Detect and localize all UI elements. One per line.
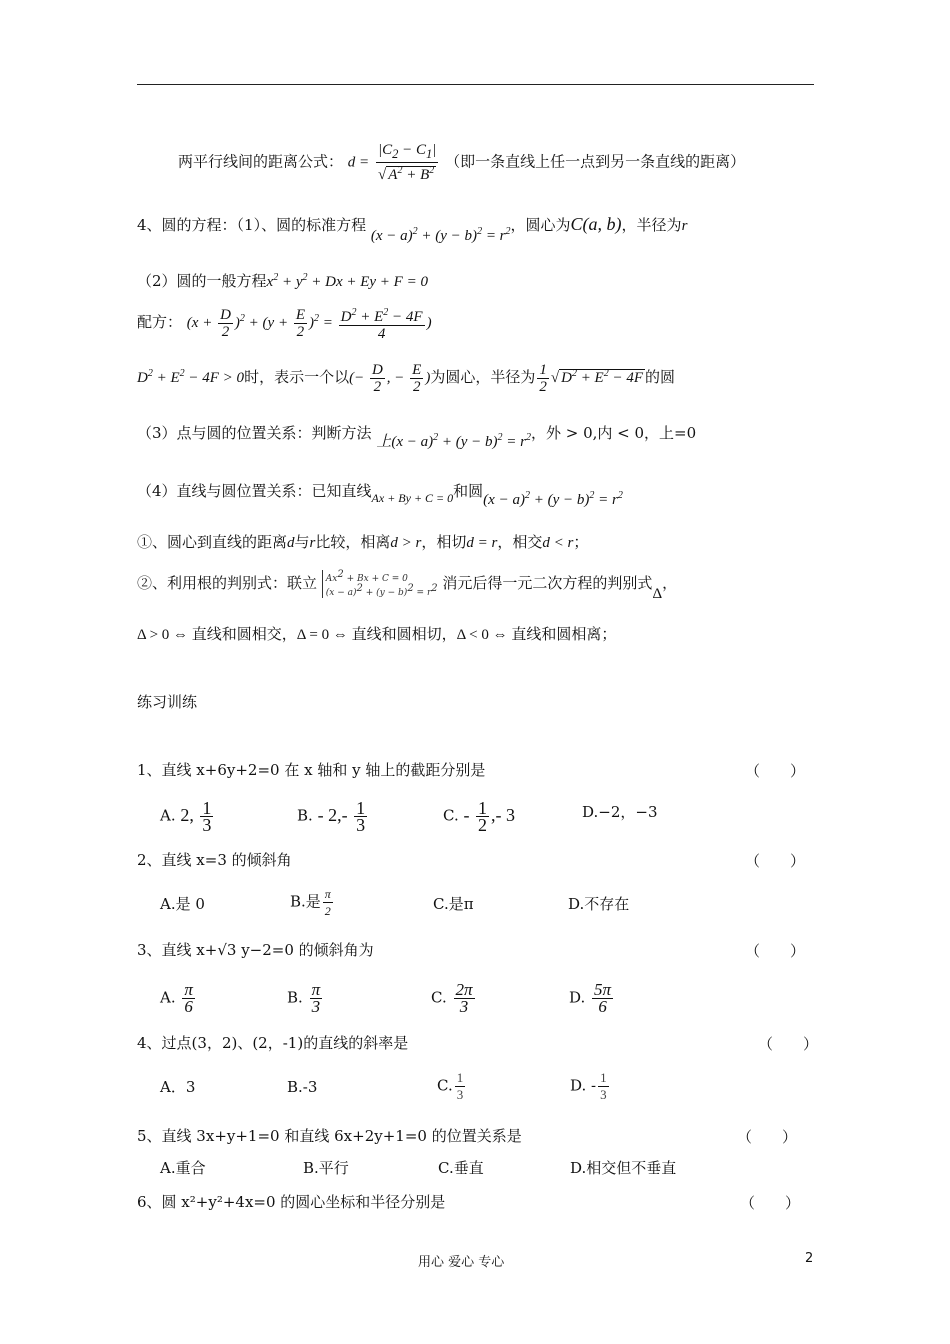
parallel-distance-line bbox=[178, 142, 745, 183]
q3-option-c-label: C. bbox=[431, 988, 447, 1007]
answer-paren-2: （ ） bbox=[745, 852, 806, 870]
q1-option-b: B. - 2,- $\frac{1}{3}$ bbox=[297, 798, 366, 835]
center-expr: C(a, b) bbox=[570, 214, 622, 234]
delta-eq: Δ = 0 ⇔ bbox=[296, 627, 352, 643]
header-rule bbox=[137, 84, 814, 85]
q3-option-c: C. $\frac{2\pi}{3}$ bbox=[431, 980, 473, 1016]
method1-line: ①、圆心到直线的距离d与r比较，相离d > r，相切d = r，相交d < r； bbox=[137, 533, 589, 551]
intersect-label: ，相交 bbox=[497, 533, 543, 551]
q3-option-a: A. $\frac{\pi}{6}$ bbox=[160, 980, 193, 1016]
equation-system: $Ax^2 + Bx + C = 0$ $(x - a)^2 + (y - b)^2 = r^2$ bbox=[322, 570, 438, 598]
method1-label: ①、圆心到直线的距离 bbox=[137, 533, 288, 551]
q5-option-c: C.垂直 bbox=[438, 1159, 484, 1177]
q5-option-a: A.重合 bbox=[160, 1159, 206, 1177]
answer-paren-3: （ ） bbox=[745, 942, 806, 960]
q2-option-b-label: B.是 bbox=[290, 892, 321, 911]
parallel-note: （即一条直线上任一点到另一条直线的距离） bbox=[445, 152, 746, 171]
q1-option-d: D.−2，−3 bbox=[582, 803, 658, 821]
general-eq-line bbox=[137, 268, 428, 292]
question-2: 2、直线 x=3 的倾斜角 bbox=[137, 851, 292, 869]
q1-option-c: C. - $\frac{1}{2}$ ,- 3 bbox=[443, 798, 515, 835]
q3-option-b-label: B. bbox=[287, 988, 303, 1007]
q3-option-a-label: A. bbox=[160, 988, 176, 1007]
q4-option-d-label: D. - bbox=[570, 1076, 597, 1095]
line-eq: Ax + By + C = 0 bbox=[371, 491, 454, 505]
complete-square-eq: (x + $\frac{D}{2}$ )$^2$ + (y + $\frac{E}{2}$ )$^2$ = $\frac{D^2 + E^2 - 4F}{4}$ ) bbox=[186, 307, 432, 342]
q4-option-d: D. - $\frac{1}{3}$ bbox=[570, 1070, 607, 1102]
circle-eq: $(x - a)^2 + (y - b)^2 = r^2$ bbox=[483, 490, 623, 508]
circle-title: 4、圆的方程：（1）、圆的标准方程 bbox=[137, 216, 367, 234]
question-5: 5、直线 3x+y+1=0 和直线 6x+2y+1=0 的位置关系是 bbox=[137, 1127, 522, 1145]
complete-square-label: 配方： bbox=[137, 312, 183, 331]
complete-square-line bbox=[137, 305, 432, 342]
q5-option-b: B.平行 bbox=[303, 1159, 349, 1177]
delta-lt: Δ < 0 ⇔ bbox=[456, 627, 512, 643]
radius-label: ，半径为 bbox=[621, 216, 682, 234]
q2-option-d: D.不存在 bbox=[568, 895, 630, 913]
point-circle-line bbox=[137, 420, 697, 450]
radius-expr: $\frac{1}{2}$ √ $D^2 + E^2 - 4F$ bbox=[539, 362, 644, 395]
point-circle-label: （3）点与圆的位置关系：判断方法 bbox=[137, 424, 372, 442]
point-circle-expr: 上$(x - a)^2 + (y - b)^2 = r^2$ bbox=[376, 432, 531, 450]
method2-tail: 消元后得一元二次方程的判别式 bbox=[442, 574, 653, 592]
q4-option-c-label: C. bbox=[437, 1076, 453, 1095]
method1-r: r bbox=[309, 535, 316, 551]
point-circle-tail: ，外 > 0,内 < 0，上=0 bbox=[530, 424, 697, 442]
tangent-label: ，相切 bbox=[421, 533, 467, 551]
page-footer: 用心 爱心 专心 bbox=[418, 1255, 505, 1270]
delta-text-3: 直线和圆相离； bbox=[511, 625, 617, 643]
delta-text-2: 直线和圆相切， bbox=[351, 625, 457, 643]
delta-line bbox=[137, 624, 616, 645]
q3-option-d-label: D. bbox=[569, 988, 586, 1007]
answer-paren-6: （ ） bbox=[740, 1194, 801, 1212]
q4-option-c: C. $\frac{1}{3}$ bbox=[437, 1070, 464, 1102]
question-4: 4、过点(3，2)、(2，-1)的直线的斜率是 bbox=[137, 1034, 409, 1052]
standard-eq: $(x - a)^2 + (y - b)^2 = r^2$ bbox=[370, 226, 511, 244]
distance-fraction: $\frac{|C_2 - C_1|}{√ A^2 + B^2}$ bbox=[377, 142, 437, 183]
answer-paren-5: （ ） bbox=[737, 1128, 798, 1146]
intersect-cond: d < r bbox=[542, 535, 574, 551]
delta-symbol: Δ bbox=[652, 586, 663, 602]
q3-option-d: D. $\frac{5\pi}{6}$ bbox=[569, 980, 612, 1016]
q1-option-a: A. 2, $\frac{1}{3}$ bbox=[160, 798, 212, 835]
line-circle-and: 和圆 bbox=[453, 482, 484, 500]
cond-text-2: 为圆心，半径为 bbox=[430, 367, 536, 386]
general-eq: $x^2 + y^2 + Dx + Ey + F = 0$ bbox=[266, 272, 428, 290]
question-6: 6、圆 x²+y²+4x=0 的圆心坐标和半径分别是 bbox=[137, 1193, 446, 1211]
q4-option-b: B.-3 bbox=[287, 1078, 318, 1096]
center-coords: (− $\frac{D}{2}$ , − $\frac{E}{2}$ ) bbox=[349, 362, 431, 395]
q1-option-b-label: B. bbox=[297, 806, 313, 825]
method1-d: d bbox=[287, 535, 295, 551]
question-3: 3、直线 x+√3 y−2=0 的倾斜角为 bbox=[137, 941, 374, 959]
delta-gt: Δ > 0 ⇔ bbox=[137, 627, 192, 643]
formula-d: d = bbox=[347, 154, 370, 171]
line-circle-label: （4）直线与圆位置关系：已知直线 bbox=[137, 482, 372, 500]
method1-tail: 比较，相离 bbox=[315, 533, 391, 551]
practice-title: 练习训练 bbox=[137, 693, 198, 711]
q2-option-c: C.是π bbox=[433, 895, 474, 913]
answer-paren-4: （ ） bbox=[758, 1035, 819, 1053]
q5-option-d: D.相交但不垂直 bbox=[570, 1159, 677, 1177]
q2-option-b: B.是 $\frac{\pi}{2}$ bbox=[290, 887, 331, 918]
general-label: （2）圆的一般方程 bbox=[137, 272, 267, 290]
separate-cond: d > r bbox=[390, 535, 422, 551]
cond-text-1: 时，表示一个以 bbox=[244, 367, 350, 386]
cond-text-3: 的圆 bbox=[645, 367, 676, 386]
tangent-cond: d = r bbox=[466, 535, 498, 551]
answer-paren-1: （ ） bbox=[745, 762, 806, 780]
line-circle-line bbox=[137, 478, 623, 508]
condition-line bbox=[137, 362, 675, 395]
center-label: ，圆心为 bbox=[510, 216, 571, 234]
parallel-label: 两平行线间的距离公式： bbox=[178, 152, 344, 171]
question-1: 1、直线 x+6y+2=0 在 x 轴和 y 轴上的截距分别是 bbox=[137, 761, 486, 779]
page-number: 2 bbox=[805, 1251, 814, 1266]
q2-option-a: A.是 0 bbox=[160, 895, 205, 913]
radius-r: r bbox=[681, 218, 688, 234]
q1-option-a-label: A. bbox=[160, 806, 176, 825]
q3-option-b: B. $\frac{\pi}{3}$ bbox=[287, 980, 321, 1016]
q4-option-a: A．3 bbox=[160, 1078, 196, 1096]
delta-text-1: 直线和圆相交， bbox=[191, 625, 297, 643]
method2-label: ②、利用根的判别式：联立 bbox=[137, 574, 318, 592]
circle-standard-line bbox=[137, 212, 688, 244]
condition-expr: $D^2 + E^2 - 4F > 0$ bbox=[137, 367, 245, 386]
q1-option-c-label: C. bbox=[443, 806, 459, 825]
method2-line: ②、利用根的判别式：联立 $Ax^2 + Bx + C = 0$ $(x - a)^2 + (y - b)^2 = r^2$ 消元后得一元二次方程的判别式Δ， bbox=[137, 569, 678, 602]
